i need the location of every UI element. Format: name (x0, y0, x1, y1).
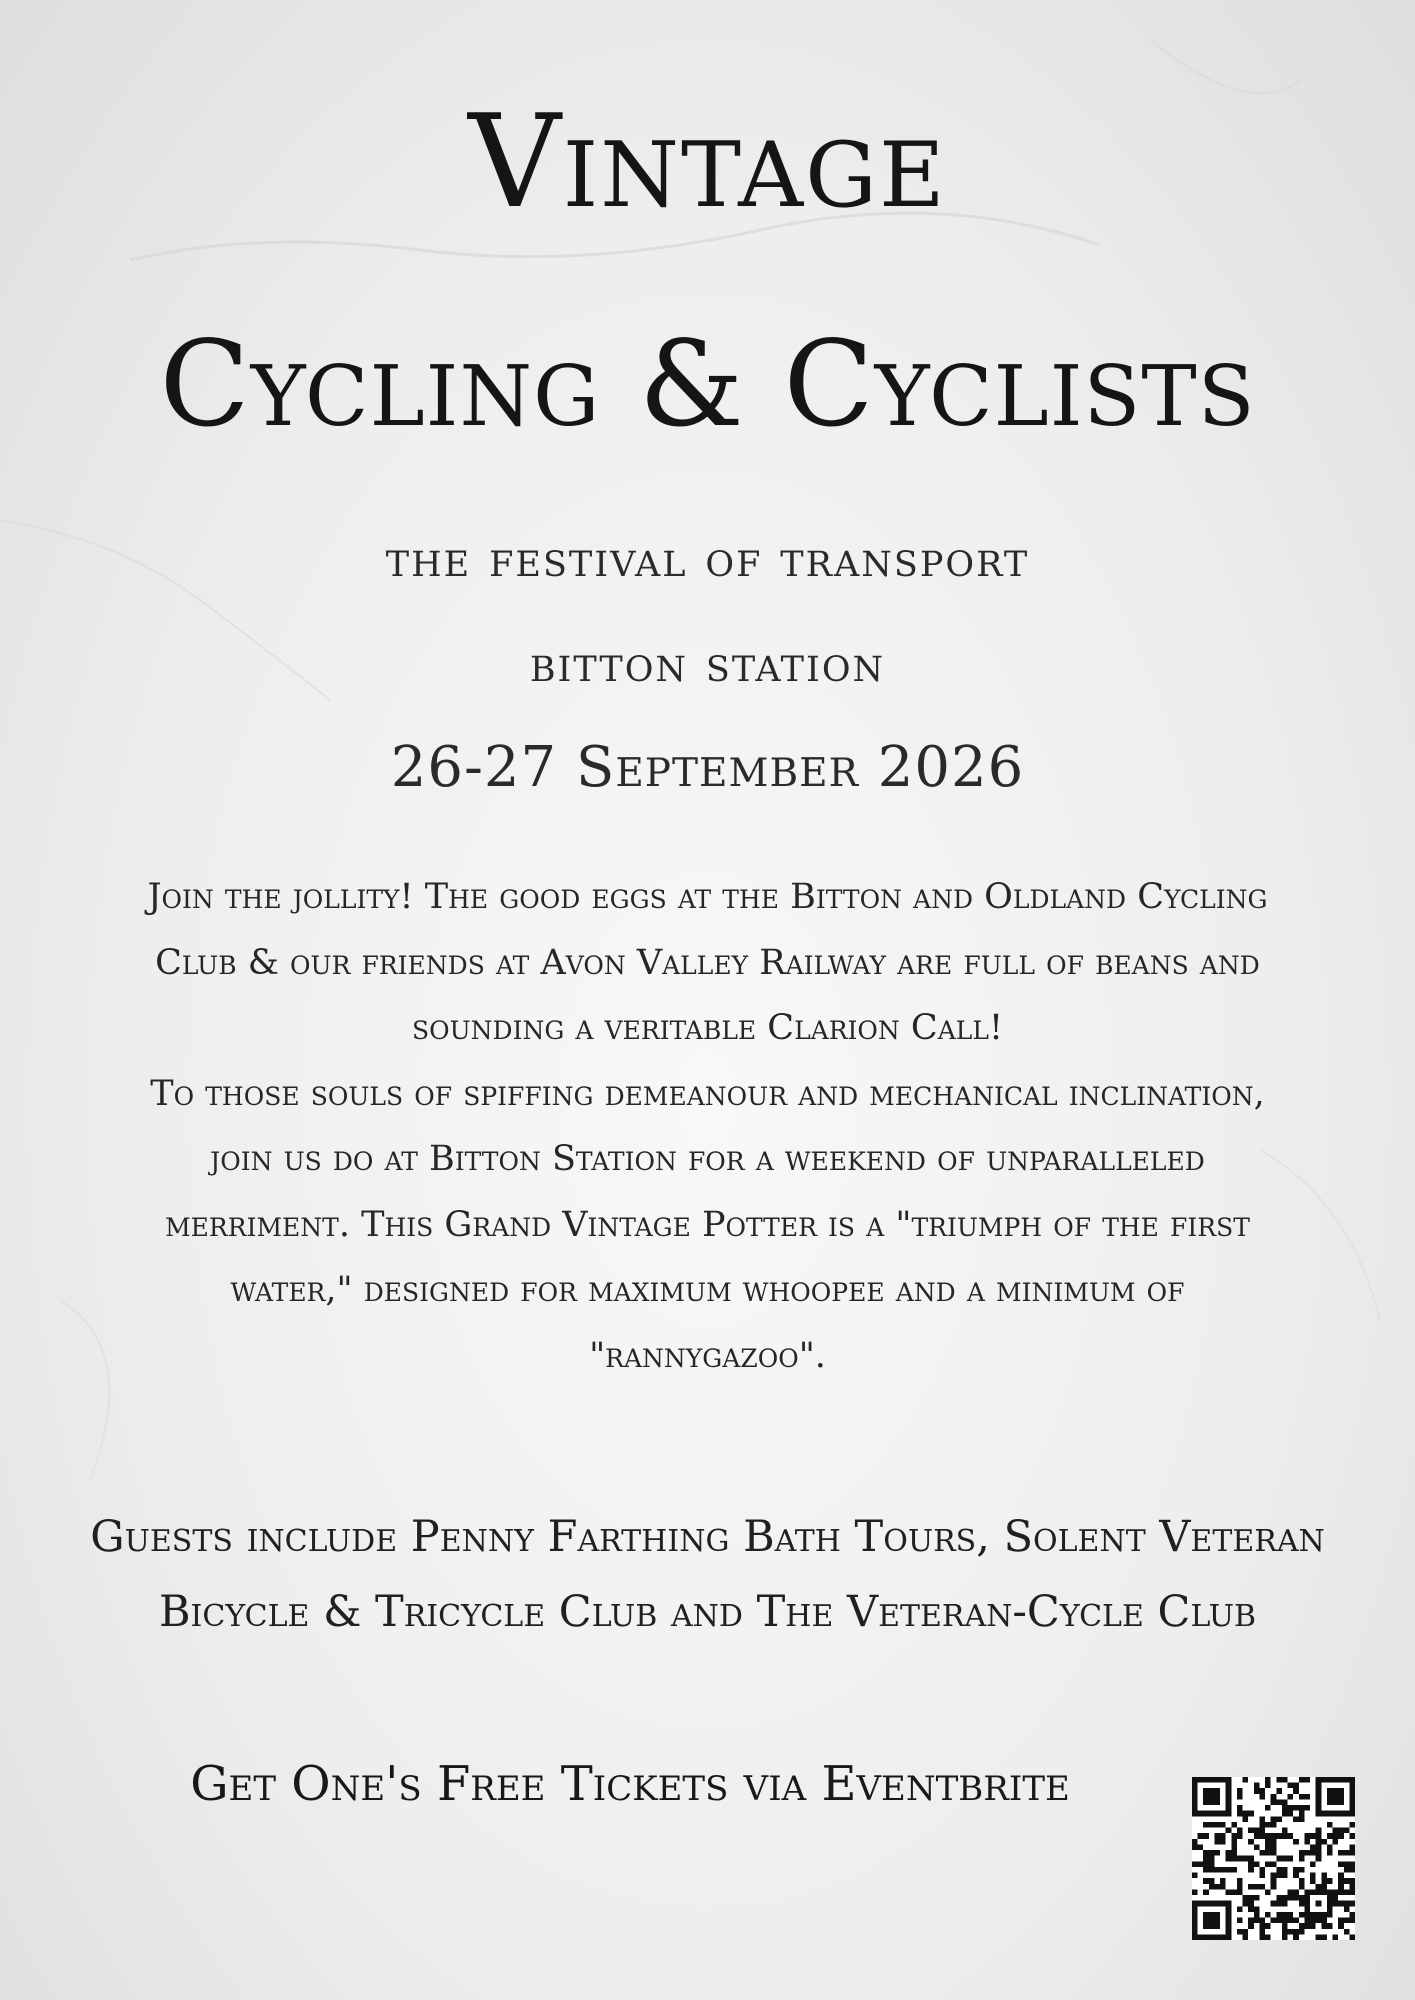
guest-list: Guests include Penny Farthing Bath Tours, Solent Veteran Bicycle & Tricycle Club and The Veteran-Cycle Club (90, 1512, 1325, 1637)
ticket-call-to-action: Get One's Free Tickets via Eventbrite (190, 1756, 1070, 1812)
qr-code-icon[interactable] (1192, 1777, 1355, 1940)
festival-name: the festival of transport (385, 530, 1030, 588)
venue-name: bitton station (529, 635, 886, 693)
event-date: 26-27 September 2026 (390, 735, 1025, 800)
description-paragraph-1: Join the jollity! The good eggs at the Bitton and Oldland Cycling Club & our friends at Avon Valley Railway are full of beans and sounding a veritable Clarion Call! (147, 877, 1268, 1048)
poster-title-line-2: Cycling & Cyclists (159, 315, 1256, 453)
poster-title-line-1: Vintage (468, 88, 947, 237)
event-description (130, 865, 1285, 1389)
description-paragraph-2: To those souls of spiffing demeanour and mechanical inclination, join us do at Bitton Station for a weekend of unparalleled merriment. This Grand Vintage Potter is a "triumph of the first water," designed for maximum whoopee and a minimum of "rannygazoo". (150, 1073, 1265, 1376)
